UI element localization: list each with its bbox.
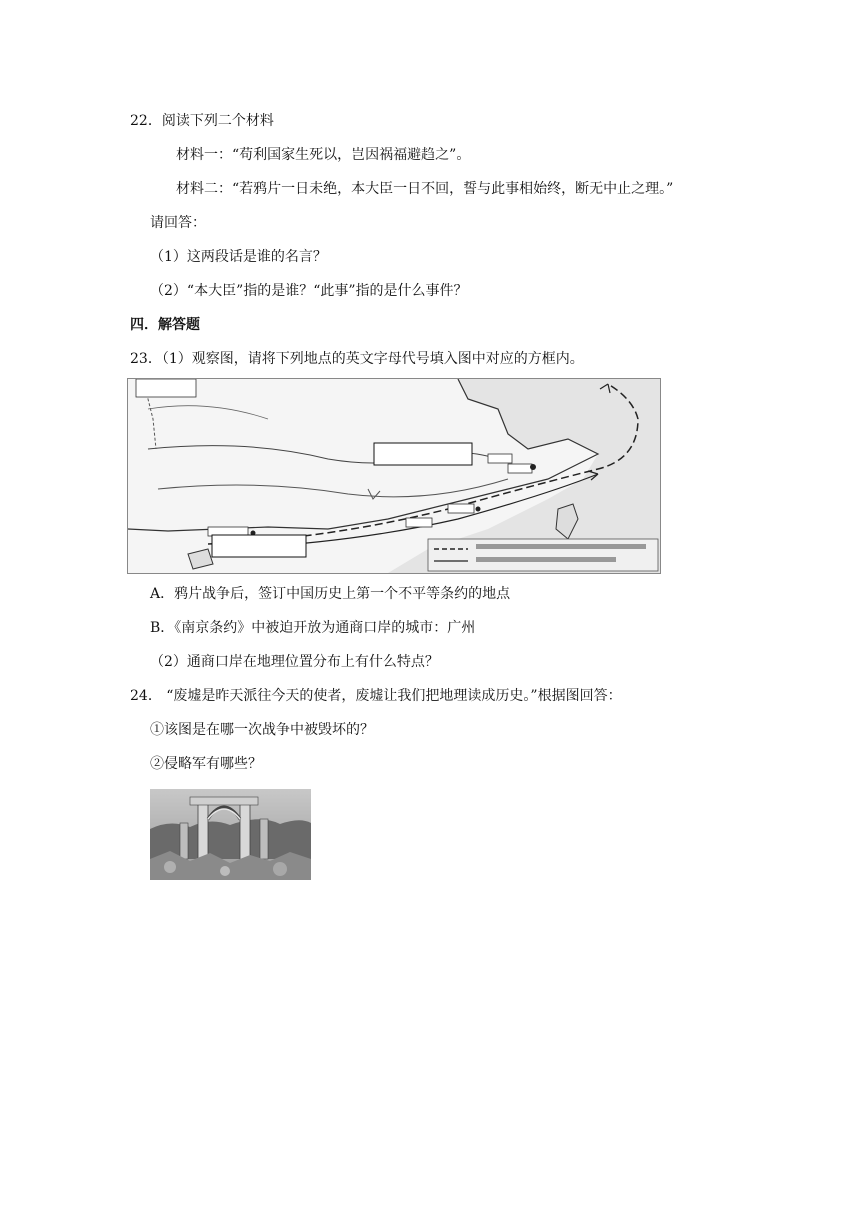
ruins-photo bbox=[150, 789, 311, 880]
q22-material-1: 材料一：“苟利国家生死以，岂因祸福避趋之”。 bbox=[176, 147, 471, 163]
q23-title: 23．（1）观察图，请将下列地点的英文字母代号填入图中对应的方框内。 bbox=[130, 351, 584, 367]
q24-title: 24． “废墟是昨天派往今天的使者，废墟让我们把地理读成历史。”根据图回答： bbox=[130, 688, 622, 704]
q22-sub-2: （2）“本大臣”指的是谁？“此事”指的是什么事件？ bbox=[150, 283, 468, 299]
ruins-drawing bbox=[150, 789, 311, 880]
q24-sub-1: ①该图是在哪一次战争中被毁坏的？ bbox=[150, 722, 374, 738]
historical-map bbox=[127, 378, 661, 574]
q23-sub-2: （2）通商口岸在地理位置分布上有什么特点？ bbox=[150, 654, 439, 670]
q24-sub-2: ②侵略军有哪些？ bbox=[150, 756, 262, 772]
q22-prompt: 请回答： bbox=[150, 215, 206, 231]
q23-option-b: B．《南京条约》中被迫开放为通商口岸的城市：广州 bbox=[150, 620, 476, 636]
q22-title: 22．阅读下列二个材料 bbox=[130, 113, 274, 129]
q22-sub-1: （1）这两段话是谁的名言？ bbox=[150, 249, 327, 265]
q23-option-a: A．鸦片战争后，签订中国历史上第一个不平等条约的地点 bbox=[150, 586, 511, 602]
section-heading: 四．解答题 bbox=[130, 317, 200, 333]
map-drawing bbox=[128, 379, 660, 573]
q22-material-2: 材料二：“若鸦片一日未绝，本大臣一日不回，誓与此事相始终，断无中止之理。” bbox=[176, 181, 674, 197]
